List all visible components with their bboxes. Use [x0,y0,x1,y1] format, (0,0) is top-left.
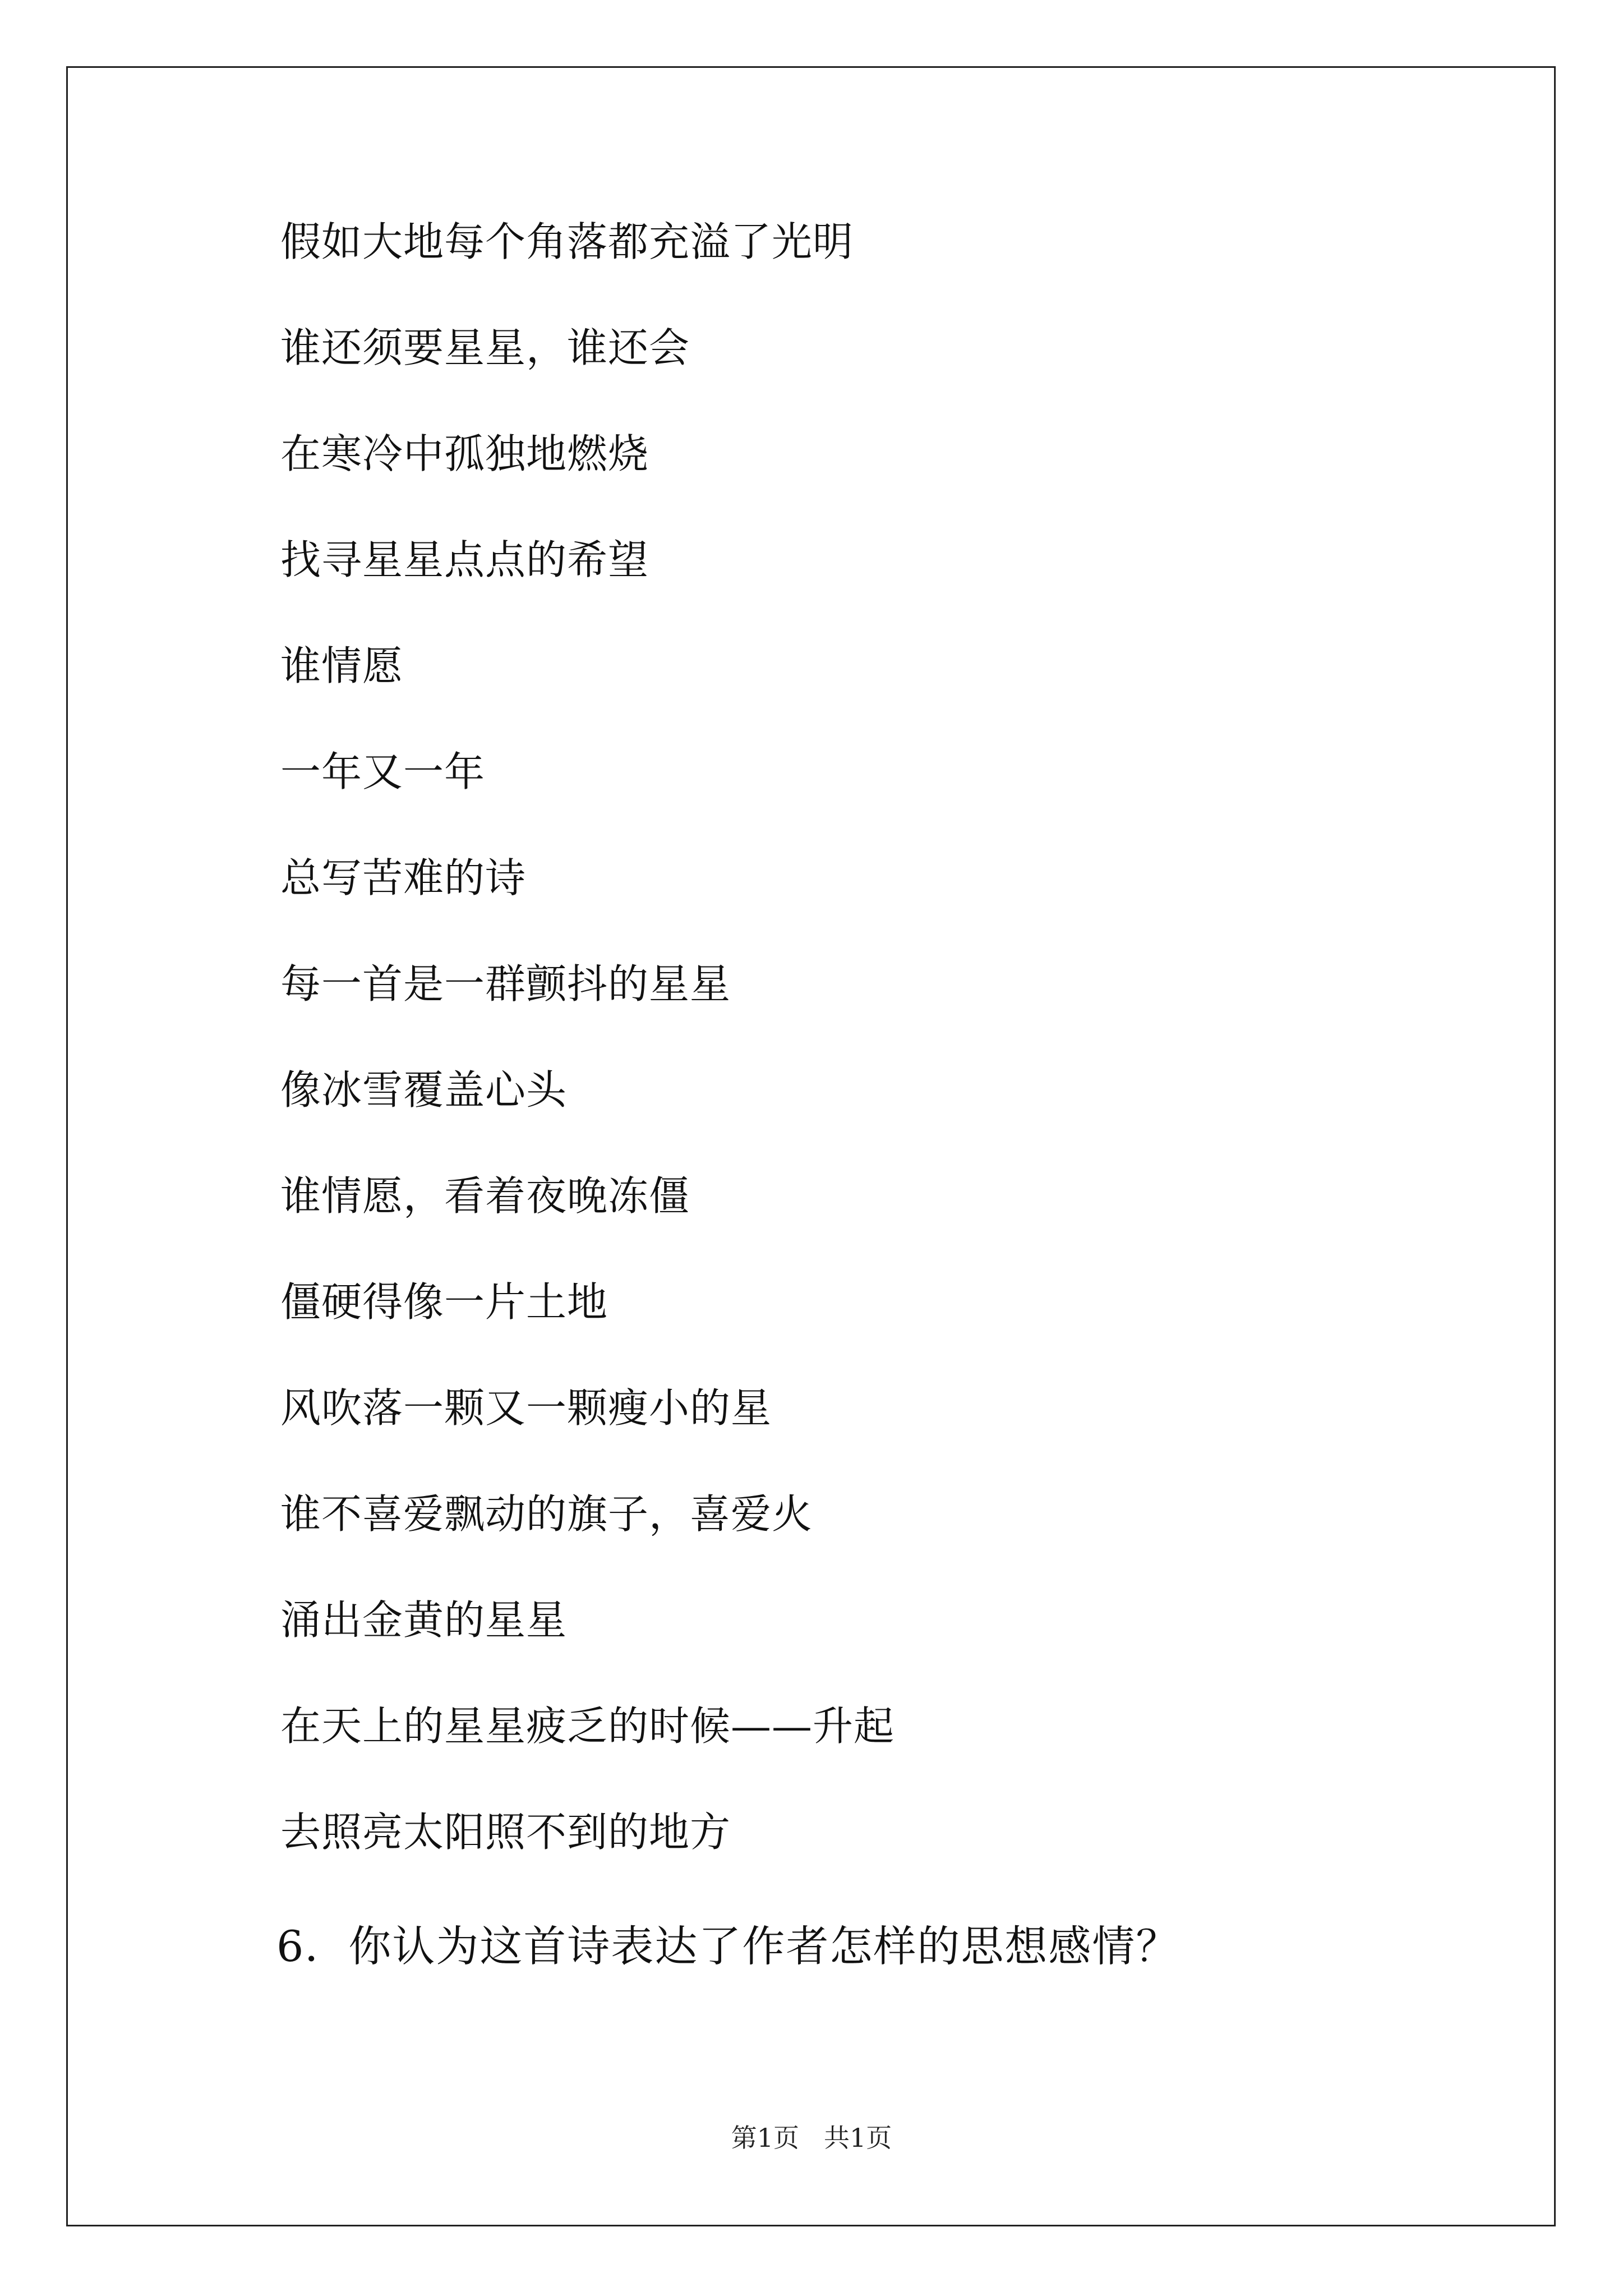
poem-line: 总写苦难的诗 [280,854,527,901]
poem-line: 谁情愿，看着夜晚冻僵 [280,1172,690,1220]
poem-line: 在天上的星星疲乏的时候——升起 [280,1703,895,1750]
poem-line: 谁情愿 [280,642,404,689]
poem-line: 谁不喜爱飘动的旗子，喜爱火 [280,1490,813,1538]
poem-line: 涌出金黄的星星 [280,1596,568,1644]
footer-spacer [799,2123,824,2153]
poem-line: 像冰雪覆盖心头 [280,1066,568,1114]
poem-line: 谁还须要星星，谁还会 [280,324,690,371]
page-footer [0,2125,1623,2151]
poem-line: 去照亮太阳照不到的地方 [280,1809,731,1856]
poem-line: 每一首是一群颤抖的星星 [280,960,731,1007]
poem-line: 一年又一年 [280,748,486,795]
page-number: 第1页 [731,2123,800,2153]
poem-line: 僵硬得像一片土地 [280,1278,608,1326]
page-total: 共1页 [823,2123,892,2153]
question-text: 6．你认为这首诗表达了作者怎样的思想感情？ [276,1921,1180,1971]
poem-text [280,218,895,1918]
poem-line: 找寻星星点点的希望 [280,536,649,583]
poem-line: 在寒冷中孤独地燃烧 [280,430,649,477]
poem-line: 假如大地每个角落都充溢了光明 [280,218,854,265]
poem-line: 风吹落一颗又一颗瘦小的星 [280,1384,772,1432]
